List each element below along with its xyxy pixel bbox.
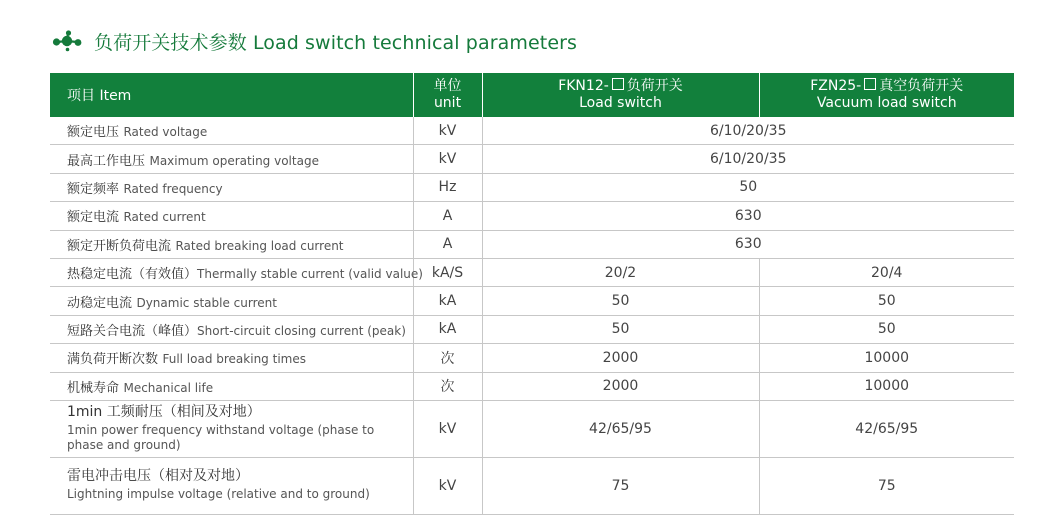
row-item xyxy=(50,117,413,145)
table-row xyxy=(50,344,1014,372)
row-item xyxy=(50,230,413,258)
table-row xyxy=(50,315,1014,343)
header-unit-cn: 单位 xyxy=(433,78,462,94)
row-unit: kA xyxy=(413,287,482,315)
header-fkn-model: FKN12- xyxy=(558,78,609,94)
page-title: 负荷开关技术参数 Load switch technical parameters xyxy=(94,31,578,54)
row-value-merged: 6/10/20/35 xyxy=(482,117,1014,145)
row-item-cn: 额定开断负荷电流 xyxy=(67,238,172,254)
row-unit: kA/S xyxy=(413,258,482,286)
row-item-cn: 额定频率 xyxy=(67,181,120,197)
row-item-cn: 雷电冲击电压（相对及对地） xyxy=(67,468,249,485)
row-item-cn: 额定电流 xyxy=(67,210,120,226)
row-item xyxy=(50,202,413,230)
table-row xyxy=(50,457,1014,514)
row-item-cn: 短路关合电流（峰值） xyxy=(67,323,198,339)
row-item-en: Mechanical life xyxy=(123,380,214,395)
row-value-merged: 630 xyxy=(482,202,1014,230)
row-value-fkn: 50 xyxy=(482,315,759,343)
row-item xyxy=(50,457,413,514)
row-value-fzn: 10000 xyxy=(759,344,1014,372)
row-item-cn: 1min 工频耐压（相间及对地） xyxy=(67,403,261,420)
row-item-en: Rated breaking load current xyxy=(175,238,344,253)
placeholder-box-icon xyxy=(612,78,624,90)
row-item-en: Rated frequency xyxy=(123,181,223,196)
row-item xyxy=(50,287,413,315)
table-row xyxy=(50,230,1014,258)
header-fkn-type: 负荷开关 xyxy=(626,78,683,94)
header-unit xyxy=(413,73,482,117)
row-unit: kV xyxy=(413,145,482,173)
row-unit: kV xyxy=(413,457,482,514)
section-title xyxy=(52,28,577,54)
row-value-fkn: 2000 xyxy=(482,344,759,372)
table-header-row xyxy=(50,73,1014,117)
header-fzn-type: 真空负荷开关 xyxy=(879,78,964,94)
row-unit: A xyxy=(413,202,482,230)
molecule-icon xyxy=(52,30,82,52)
row-value-fzn: 20/4 xyxy=(759,258,1014,286)
table-row xyxy=(50,400,1014,457)
row-item-cn: 热稳定电流（有效值） xyxy=(67,267,198,283)
header-fkn12 xyxy=(482,73,759,117)
table-row xyxy=(50,173,1014,201)
table-row xyxy=(50,202,1014,230)
row-value-merged: 6/10/20/35 xyxy=(482,145,1014,173)
row-value-fkn: 2000 xyxy=(482,372,759,400)
placeholder-box-icon xyxy=(864,78,876,90)
row-unit: A xyxy=(413,230,482,258)
row-value-fkn: 20/2 xyxy=(482,258,759,286)
row-value-fzn: 42/65/95 xyxy=(759,400,1014,457)
row-item-en: Short-circuit closing current (peak) xyxy=(197,323,406,338)
row-value-merged: 630 xyxy=(482,230,1014,258)
row-unit: kV xyxy=(413,117,482,145)
row-item-cn: 动稳定电流 xyxy=(67,295,133,311)
table-row xyxy=(50,117,1014,145)
row-item-en: Maximum operating voltage xyxy=(149,153,319,168)
header-fzn25 xyxy=(759,73,1014,117)
table-row xyxy=(50,145,1014,173)
row-value-fkn: 50 xyxy=(482,287,759,315)
header-fkn-en: Load switch xyxy=(579,95,662,111)
row-value-fzn: 75 xyxy=(759,457,1014,514)
row-item-cn: 最高工作电压 xyxy=(67,153,146,169)
row-item xyxy=(50,315,413,343)
row-item-en: Dynamic stable current xyxy=(136,295,277,310)
header-unit-en: unit xyxy=(433,95,462,111)
row-value-fzn: 50 xyxy=(759,287,1014,315)
row-unit: Hz xyxy=(413,173,482,201)
table-row xyxy=(50,372,1014,400)
row-item-en: Lightning impulse voltage (relative and to ground) xyxy=(67,487,370,502)
row-value-fzn: 10000 xyxy=(759,372,1014,400)
row-item xyxy=(50,372,413,400)
row-item-en: Thermally stable current (valid value) xyxy=(197,267,423,282)
header-fzn-en: Vacuum load switch xyxy=(816,95,957,111)
row-item-cn: 额定电压 xyxy=(67,125,120,141)
row-value-fzn: 50 xyxy=(759,315,1014,343)
row-unit: kA xyxy=(413,315,482,343)
header-item: 项目 Item xyxy=(50,73,413,117)
row-item-en: Rated voltage xyxy=(123,125,208,140)
row-unit: 次 xyxy=(413,344,482,372)
table-row xyxy=(50,287,1014,315)
table-row xyxy=(50,258,1014,286)
row-unit: kV xyxy=(413,400,482,457)
row-item xyxy=(50,344,413,372)
row-item-cn: 机械寿命 xyxy=(67,380,120,396)
row-value-merged: 50 xyxy=(482,173,1014,201)
row-item-en: 1min power frequency withstand voltage (phase to phase and ground) xyxy=(67,422,375,452)
header-fzn-model: FZN25- xyxy=(810,78,862,94)
row-item-cn: 满负荷开断次数 xyxy=(67,352,159,368)
row-value-fkn: 42/65/95 xyxy=(482,400,759,457)
row-item-en: Full load breaking times xyxy=(162,352,306,367)
row-item xyxy=(50,145,413,173)
row-item xyxy=(50,173,413,201)
row-item xyxy=(50,258,423,286)
row-item-en: Rated current xyxy=(123,210,206,225)
parameters-table xyxy=(50,73,1014,515)
row-item xyxy=(50,400,413,457)
row-unit: 次 xyxy=(413,372,482,400)
row-value-fkn: 75 xyxy=(482,457,759,514)
